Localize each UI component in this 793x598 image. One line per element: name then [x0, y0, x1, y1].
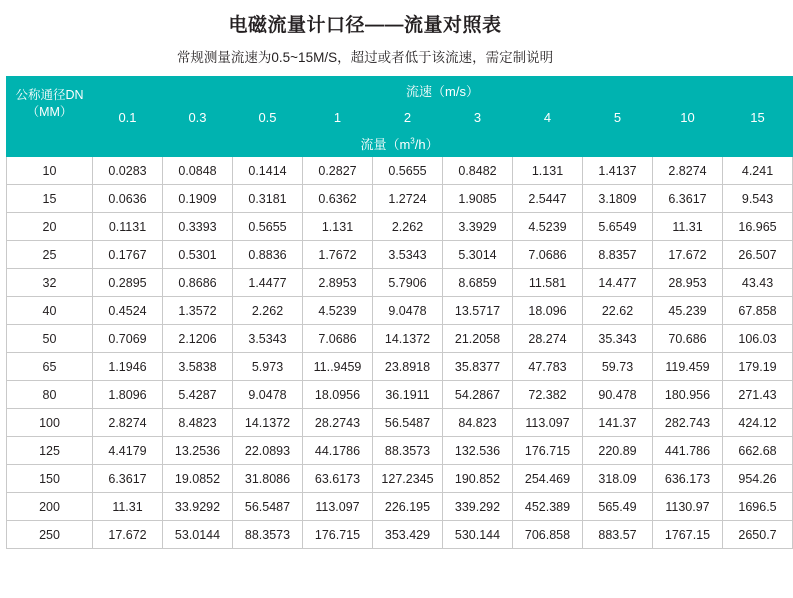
header-dn-line2: （MM）	[26, 104, 73, 119]
cell-dn: 15	[7, 185, 93, 213]
cell-flow: 33.9292	[163, 493, 233, 521]
cell-flow: 339.292	[443, 493, 513, 521]
cell-flow: 84.823	[443, 409, 513, 437]
cell-flow: 11..9459	[303, 353, 373, 381]
cell-flow: 4.241	[723, 157, 793, 185]
header-velocity-6: 4	[513, 104, 583, 131]
cell-flow: 8.8357	[583, 241, 653, 269]
cell-flow: 56.5487	[373, 409, 443, 437]
table-row	[7, 297, 793, 325]
table-row	[7, 241, 793, 269]
cell-flow: 0.8686	[163, 269, 233, 297]
cell-flow: 106.03	[723, 325, 793, 353]
cell-dn: 32	[7, 269, 93, 297]
cell-flow: 0.3181	[233, 185, 303, 213]
cell-flow: 8.6859	[443, 269, 513, 297]
cell-flow: 22.62	[583, 297, 653, 325]
cell-flow: 5.973	[233, 353, 303, 381]
header-velocity: 流速（m/s）	[93, 77, 793, 104]
cell-flow: 0.0636	[93, 185, 163, 213]
cell-flow: 0.1767	[93, 241, 163, 269]
cell-flow: 7.0686	[513, 241, 583, 269]
cell-flow: 190.852	[443, 465, 513, 493]
cell-flow: 88.3573	[373, 437, 443, 465]
cell-flow: 17.672	[653, 241, 723, 269]
cell-flow: 119.459	[653, 353, 723, 381]
cell-dn: 200	[7, 493, 93, 521]
header-nominal-diameter	[7, 77, 93, 131]
header-velocity-8: 10	[653, 104, 723, 131]
cell-flow: 9.543	[723, 185, 793, 213]
cell-flow: 530.144	[443, 521, 513, 549]
cell-flow: 2.8274	[653, 157, 723, 185]
cell-flow: 1130.97	[653, 493, 723, 521]
cell-dn: 50	[7, 325, 93, 353]
cell-flow: 11.581	[513, 269, 583, 297]
cell-flow: 6.3617	[93, 465, 163, 493]
cell-flow: 90.478	[583, 381, 653, 409]
cell-flow: 0.2827	[303, 157, 373, 185]
cell-flow: 4.5239	[513, 213, 583, 241]
page-title: 电磁流量计口径——流量对照表	[228, 15, 502, 36]
cell-flow: 2.262	[373, 213, 443, 241]
cell-flow: 1.9085	[443, 185, 513, 213]
cell-flow: 53.0144	[163, 521, 233, 549]
cell-flow: 452.389	[513, 493, 583, 521]
cell-flow: 2650.7	[723, 521, 793, 549]
cell-flow: 0.2895	[93, 269, 163, 297]
cell-flow: 2.1206	[163, 325, 233, 353]
cell-flow: 2.8953	[303, 269, 373, 297]
table-head	[7, 77, 793, 157]
cell-flow: 11.31	[653, 213, 723, 241]
cell-flow: 11.31	[93, 493, 163, 521]
cell-flow: 636.173	[653, 465, 723, 493]
cell-flow: 3.3929	[443, 213, 513, 241]
cell-flow: 662.68	[723, 437, 793, 465]
table-row	[7, 213, 793, 241]
cell-flow: 19.0852	[163, 465, 233, 493]
cell-flow: 5.4287	[163, 381, 233, 409]
header-row-velocities	[7, 104, 793, 131]
cell-flow: 7.0686	[303, 325, 373, 353]
cell-flow: 2.8274	[93, 409, 163, 437]
cell-flow: 565.49	[583, 493, 653, 521]
cell-flow: 14.1372	[373, 325, 443, 353]
cell-flow: 35.8377	[443, 353, 513, 381]
cell-dn: 25	[7, 241, 93, 269]
table-row	[7, 353, 793, 381]
cell-flow: 318.09	[583, 465, 653, 493]
cell-flow: 14.1372	[233, 409, 303, 437]
cell-flow: 353.429	[373, 521, 443, 549]
cell-flow: 43.43	[723, 269, 793, 297]
cell-flow: 0.1414	[233, 157, 303, 185]
cell-flow: 0.3393	[163, 213, 233, 241]
cell-flow: 28.953	[653, 269, 723, 297]
cell-flow: 56.5487	[233, 493, 303, 521]
cell-flow: 14.477	[583, 269, 653, 297]
cell-flow: 0.7069	[93, 325, 163, 353]
cell-flow: 254.469	[513, 465, 583, 493]
header-velocity-2: 0.5	[233, 104, 303, 131]
cell-flow: 26.507	[723, 241, 793, 269]
cell-dn: 20	[7, 213, 93, 241]
cell-flow: 4.5239	[303, 297, 373, 325]
table-body	[7, 157, 793, 549]
cell-flow: 424.12	[723, 409, 793, 437]
cell-dn: 10	[7, 157, 93, 185]
cell-flow: 54.2867	[443, 381, 513, 409]
cell-flow: 13.5717	[443, 297, 513, 325]
cell-flow: 18.0956	[303, 381, 373, 409]
cell-flow: 22.0893	[233, 437, 303, 465]
table-row	[7, 157, 793, 185]
cell-flow: 28.274	[513, 325, 583, 353]
cell-flow: 1696.5	[723, 493, 793, 521]
table-row	[7, 437, 793, 465]
cell-flow: 18.096	[513, 297, 583, 325]
cell-flow: 0.8836	[233, 241, 303, 269]
cell-flow: 8.4823	[163, 409, 233, 437]
table-row	[7, 409, 793, 437]
cell-flow: 3.5838	[163, 353, 233, 381]
cell-flow: 1.131	[303, 213, 373, 241]
cell-flow: 5.7906	[373, 269, 443, 297]
cell-flow: 45.239	[653, 297, 723, 325]
cell-dn: 150	[7, 465, 93, 493]
cell-flow: 0.1131	[93, 213, 163, 241]
cell-flow: 0.8482	[443, 157, 513, 185]
header-velocity-1: 0.3	[163, 104, 233, 131]
cell-flow: 9.0478	[373, 297, 443, 325]
cell-flow: 5.6549	[583, 213, 653, 241]
cell-flow: 220.89	[583, 437, 653, 465]
cell-flow: 3.1809	[583, 185, 653, 213]
page-subtitle: 常规测量流速为0.5~15M/S，超过或者低于该流速，需定制说明	[176, 50, 554, 65]
cell-flow: 72.382	[513, 381, 583, 409]
cell-flow: 1.131	[513, 157, 583, 185]
cell-flow: 176.715	[513, 437, 583, 465]
table-row	[7, 381, 793, 409]
cell-flow: 59.73	[583, 353, 653, 381]
flow-band-prefix: 流量（m	[360, 137, 411, 152]
cell-flow: 176.715	[303, 521, 373, 549]
table-row	[7, 493, 793, 521]
cell-flow: 0.4524	[93, 297, 163, 325]
cell-flow: 88.3573	[233, 521, 303, 549]
cell-flow: 1.7672	[303, 241, 373, 269]
cell-flow: 4.4179	[93, 437, 163, 465]
cell-flow: 5.3014	[443, 241, 513, 269]
cell-flow: 1.2724	[373, 185, 443, 213]
header-row-flow-band	[7, 131, 793, 157]
cell-flow: 1.3572	[163, 297, 233, 325]
cell-flow: 23.8918	[373, 353, 443, 381]
header-velocity-7: 5	[583, 104, 653, 131]
cell-flow: 0.5301	[163, 241, 233, 269]
header-velocity-0: 0.1	[93, 104, 163, 131]
cell-flow: 2.5447	[513, 185, 583, 213]
cell-flow: 16.965	[723, 213, 793, 241]
cell-flow: 113.097	[513, 409, 583, 437]
cell-dn: 100	[7, 409, 93, 437]
cell-flow: 0.6362	[303, 185, 373, 213]
cell-flow: 706.858	[513, 521, 583, 549]
cell-flow: 1.8096	[93, 381, 163, 409]
cell-flow: 0.0848	[163, 157, 233, 185]
cell-flow: 441.786	[653, 437, 723, 465]
cell-flow: 282.743	[653, 409, 723, 437]
cell-flow: 1767.15	[653, 521, 723, 549]
header-velocity-9: 15	[723, 104, 793, 131]
cell-dn: 250	[7, 521, 93, 549]
cell-flow: 1.1946	[93, 353, 163, 381]
cell-flow: 6.3617	[653, 185, 723, 213]
cell-flow: 954.26	[723, 465, 793, 493]
flow-band-suffix: /h）	[414, 137, 439, 152]
cell-flow: 0.5655	[373, 157, 443, 185]
header-velocity-4: 2	[373, 104, 443, 131]
cell-flow: 132.536	[443, 437, 513, 465]
cell-flow: 13.2536	[163, 437, 233, 465]
table-row	[7, 465, 793, 493]
header-velocity-3: 1	[303, 104, 373, 131]
cell-flow: 70.686	[653, 325, 723, 353]
cell-flow: 271.43	[723, 381, 793, 409]
cell-flow: 0.5655	[233, 213, 303, 241]
cell-flow: 9.0478	[233, 381, 303, 409]
cell-flow: 47.783	[513, 353, 583, 381]
cell-flow: 3.5343	[373, 241, 443, 269]
table-row	[7, 521, 793, 549]
cell-flow: 113.097	[303, 493, 373, 521]
cell-flow: 31.8086	[233, 465, 303, 493]
cell-flow: 63.6173	[303, 465, 373, 493]
cell-dn: 65	[7, 353, 93, 381]
cell-dn: 125	[7, 437, 93, 465]
cell-flow: 21.2058	[443, 325, 513, 353]
cell-flow: 179.19	[723, 353, 793, 381]
header-dn-line1: 公称通径DN	[15, 87, 84, 102]
flow-comparison-table	[6, 76, 793, 549]
cell-flow: 17.672	[93, 521, 163, 549]
table-row	[7, 185, 793, 213]
cell-flow: 2.262	[233, 297, 303, 325]
cell-flow: 36.1911	[373, 381, 443, 409]
cell-flow: 141.37	[583, 409, 653, 437]
cell-flow: 883.57	[583, 521, 653, 549]
cell-flow: 44.1786	[303, 437, 373, 465]
table-row	[7, 325, 793, 353]
flow-rate-comparison-page	[0, 10, 777, 549]
cell-flow: 180.956	[653, 381, 723, 409]
cell-flow: 3.5343	[233, 325, 303, 353]
header-flow-unit	[7, 131, 793, 157]
cell-flow: 0.0283	[93, 157, 163, 185]
table-row	[7, 269, 793, 297]
flow-band-sup: 3	[410, 136, 415, 146]
cell-flow: 0.1909	[163, 185, 233, 213]
cell-flow: 35.343	[583, 325, 653, 353]
cell-flow: 1.4137	[583, 157, 653, 185]
cell-flow: 226.195	[373, 493, 443, 521]
cell-flow: 28.2743	[303, 409, 373, 437]
header-velocity-5: 3	[443, 104, 513, 131]
header-row-top	[7, 77, 793, 104]
cell-dn: 40	[7, 297, 93, 325]
cell-flow: 127.2345	[373, 465, 443, 493]
cell-flow: 1.4477	[233, 269, 303, 297]
cell-flow: 67.858	[723, 297, 793, 325]
cell-dn: 80	[7, 381, 93, 409]
